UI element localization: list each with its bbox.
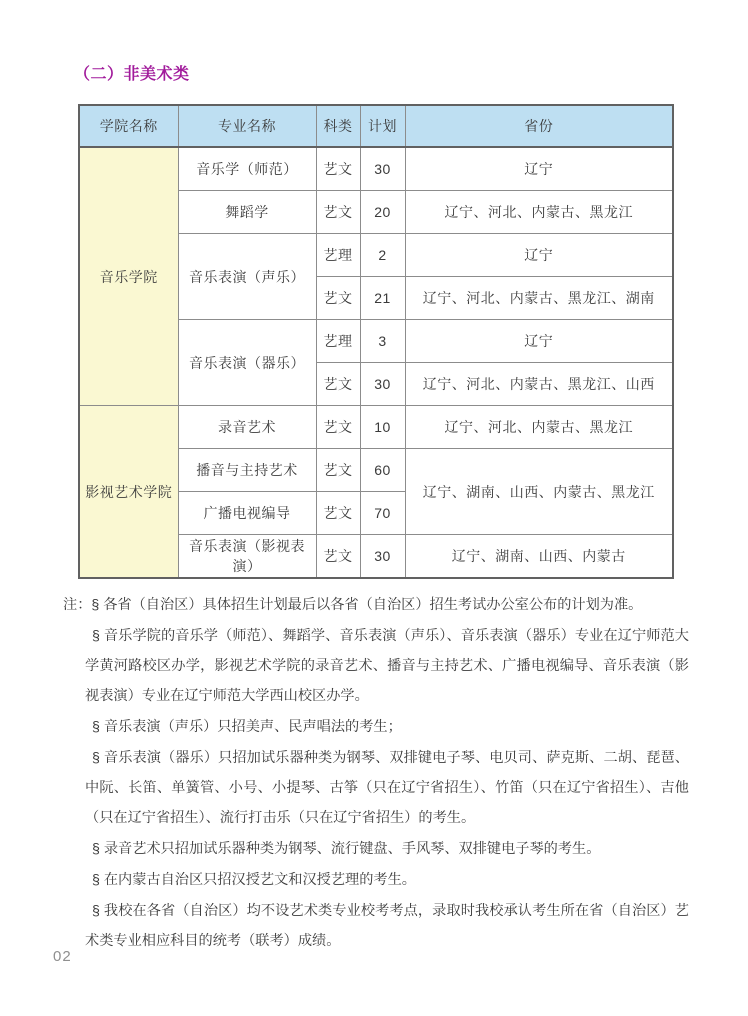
table-cell: 辽宁 bbox=[405, 320, 673, 363]
table-cell: 60 bbox=[360, 449, 405, 492]
table-cell: 20 bbox=[360, 191, 405, 234]
table-cell: 辽宁 bbox=[405, 147, 673, 191]
table-cell: 艺文 bbox=[316, 147, 360, 191]
table-cell: 音乐学（师范） bbox=[178, 147, 316, 191]
table-body bbox=[79, 147, 673, 578]
table-cell: 2 bbox=[360, 234, 405, 277]
table-header bbox=[79, 105, 673, 147]
college-cell: 影视艺术学院 bbox=[79, 406, 178, 579]
table-cell: 艺理 bbox=[316, 234, 360, 277]
table-header-row bbox=[79, 105, 673, 147]
note-item: § 录音艺术只招加试乐器种类为钢琴、流行键盘、手风琴、双排键电子琴的考生。 bbox=[92, 841, 601, 857]
table-cell: 辽宁、河北、内蒙古、黑龙江 bbox=[405, 406, 673, 449]
table-cell: 辽宁、河北、内蒙古、黑龙江 bbox=[405, 191, 673, 234]
table-row bbox=[79, 406, 673, 449]
table-cell: 70 bbox=[360, 492, 405, 535]
table-cell: 艺文 bbox=[316, 363, 360, 406]
table-cell: 辽宁 bbox=[405, 234, 673, 277]
table-cell: 艺文 bbox=[316, 449, 360, 492]
note-item: § 我校在各省（自治区）均不设艺术类专业校考考点，录取时我校承认考生所在省（自治区）艺术类专业相应科目的统考（联考）成绩。 bbox=[85, 903, 689, 949]
table-cell: 艺文 bbox=[316, 535, 360, 579]
table-header-cell: 学院名称 bbox=[79, 105, 178, 147]
table-cell: 艺理 bbox=[316, 320, 360, 363]
table-cell: 艺文 bbox=[316, 191, 360, 234]
table-cell: 30 bbox=[360, 147, 405, 191]
notes-section bbox=[63, 590, 689, 957]
note-item: § 音乐学院的音乐学（师范）、舞蹈学、音乐表演（声乐）、音乐表演（器乐）专业在辽宁师范大学黄河路校区办学，影视艺术学院的录音艺术、播音与主持艺术、广播电视编导、音乐表演（影视表演）专业在辽宁师范大学西山校区办学。 bbox=[85, 628, 689, 704]
note-item: 注：§ 各省（自治区）具体招生计划最后以各省（自治区）招生考试办公室公布的计划为准。 bbox=[63, 597, 643, 613]
table-cell: 30 bbox=[360, 535, 405, 579]
table-cell: 音乐表演（影视表演） bbox=[178, 535, 316, 579]
page-number: 02 bbox=[53, 948, 72, 965]
table-cell: 21 bbox=[360, 277, 405, 320]
note-item: § 音乐表演（器乐）只招加试乐器种类为钢琴、双排键电子琴、电贝司、萨克斯、二胡、琵琶、中阮、长笛、单簧管、小号、小提琴、古筝（只在辽宁省招生）、竹笛（只在辽宁省招生）、吉他（只在辽宁省招生）、流行打击乐（只在辽宁省招生）的考生。 bbox=[85, 750, 689, 826]
section-title: （二）非美术类 bbox=[74, 66, 190, 83]
table-cell: 辽宁、湖南、山西、内蒙古、黑龙江 bbox=[405, 449, 673, 535]
table-header-cell: 计划 bbox=[360, 105, 405, 147]
note-item: § 音乐表演（声乐）只招美声、民声唱法的考生； bbox=[92, 719, 402, 735]
table-cell: 舞蹈学 bbox=[178, 191, 316, 234]
table-cell: 10 bbox=[360, 406, 405, 449]
table-cell: 音乐表演（器乐） bbox=[178, 320, 316, 406]
table-cell: 音乐表演（声乐） bbox=[178, 234, 316, 320]
table-cell: 30 bbox=[360, 363, 405, 406]
table-cell: 辽宁、湖南、山西、内蒙古 bbox=[405, 535, 673, 579]
table-cell: 艺文 bbox=[316, 277, 360, 320]
table-cell: 3 bbox=[360, 320, 405, 363]
note-item: § 在内蒙古自治区只招汉授艺文和汉授艺理的考生。 bbox=[92, 872, 416, 888]
table-row bbox=[79, 147, 673, 191]
table-header-cell: 省份 bbox=[405, 105, 673, 147]
table-cell: 录音艺术 bbox=[178, 406, 316, 449]
table-cell: 播音与主持艺术 bbox=[178, 449, 316, 492]
admission-table bbox=[78, 104, 674, 579]
table-cell: 辽宁、河北、内蒙古、黑龙江、湖南 bbox=[405, 277, 673, 320]
table-header-cell: 科类 bbox=[316, 105, 360, 147]
table-cell: 艺文 bbox=[316, 406, 360, 449]
table-cell: 辽宁、河北、内蒙古、黑龙江、山西 bbox=[405, 363, 673, 406]
table-cell: 广播电视编导 bbox=[178, 492, 316, 535]
table-header-cell: 专业名称 bbox=[178, 105, 316, 147]
college-cell: 音乐学院 bbox=[79, 147, 178, 406]
table-cell: 艺文 bbox=[316, 492, 360, 535]
